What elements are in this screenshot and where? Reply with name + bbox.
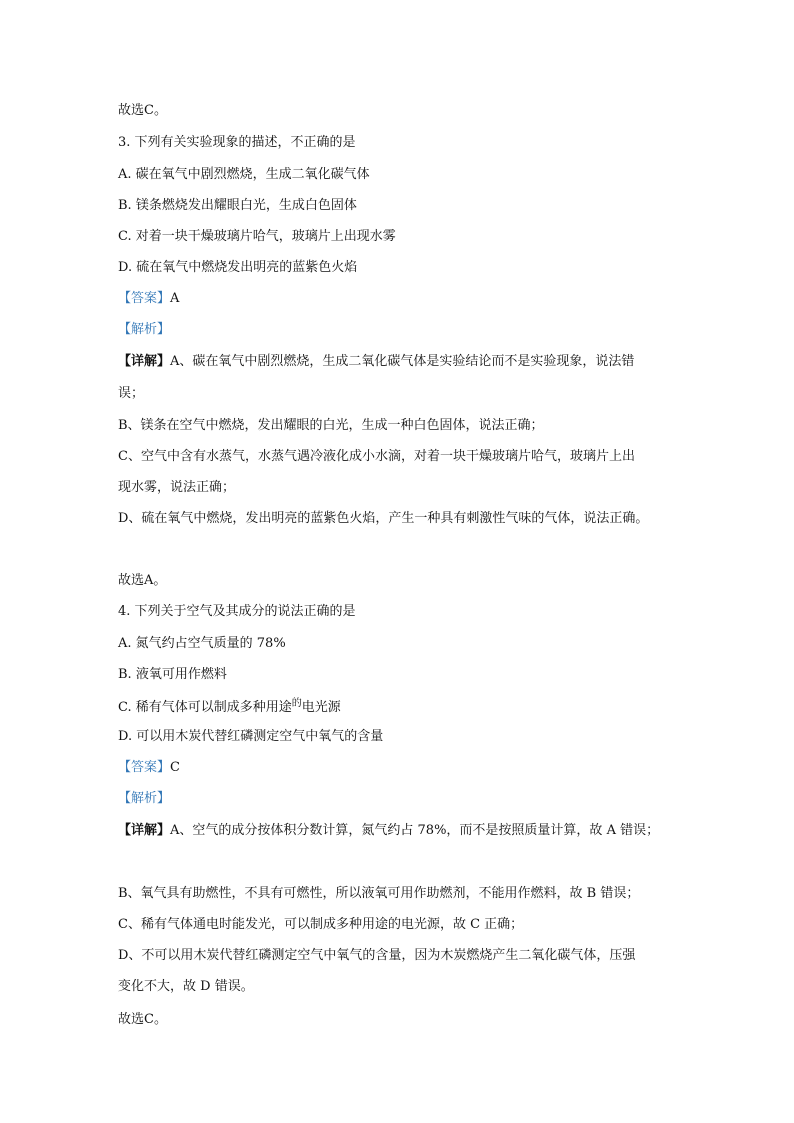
q4-option-a: A. 氮气约占空气质量的 78%: [118, 636, 286, 651]
q4-analysis-heading: [118, 791, 170, 807]
q2-conclusion: 故选C。: [118, 103, 167, 118]
q4-option-b: B. 液氧可用作燃料: [118, 667, 227, 682]
q3-option-c: C. 对着一块干燥玻璃片哈气，玻璃片上出现水雾: [118, 229, 396, 244]
q3-detail-line-4: C、空气中含有水蒸气，水蒸气遇冷液化成小水滴，对着一块干燥玻璃片哈气，玻璃片上出: [118, 449, 635, 464]
answer-value: C: [170, 760, 180, 775]
q4-conclusion: 故选C。: [118, 1012, 167, 1027]
q4-option-d: D. 可以用木炭代替红磷测定空气中氧气的含量: [118, 729, 384, 744]
q4-stem: 4. 下列关于空气及其成分的说法正确的是: [118, 604, 356, 619]
answer-tag: 【答案】: [118, 291, 171, 306]
analysis-tag: 【解析】: [118, 322, 171, 337]
detail-tag: 【详解】: [118, 354, 171, 369]
answer-tag: 【答案】: [118, 760, 171, 775]
q4-detail-line-2: B、氧气具有助燃性，不具有可燃性，所以液氧可用作助燃剂，不能用作燃料，故 B 错误；: [118, 886, 640, 901]
q3-detail-line-3: B、镁条在空气中燃烧，发出耀眼的白光，生成一种白色固体，说法正确；: [118, 418, 544, 433]
q4-option-c-text: C. 稀有气体可以制成多种用途: [118, 700, 292, 715]
q3-answer: [118, 291, 179, 307]
q3-option-d: D. 硫在氧气中燃烧发出明亮的蓝紫色火焰: [118, 260, 358, 275]
detail-text: A、碳在氧气中剧烈燃烧，生成二氧化碳气体是实验结论而不是实验现象，说法错: [170, 354, 635, 369]
detail-tag: 【详解】: [118, 823, 171, 838]
q4-detail-line-1: [118, 823, 659, 839]
q4-option-c-tail: 电光源: [301, 700, 341, 715]
q3-option-b: B. 镁条燃烧发出耀眼白光，生成白色固体: [118, 198, 357, 213]
q4-answer: [118, 760, 180, 776]
q3-detail-line-1: [118, 354, 634, 370]
q4-detail-line-4: D、不可以用木炭代替红磷测定空气中氧气的含量，因为木炭燃烧产生二氧化碳气体，压强: [118, 948, 636, 963]
q3-conclusion: 故选A。: [118, 573, 167, 588]
q3-option-a: A. 碳在氧气中剧烈燃烧，生成二氧化碳气体: [118, 167, 370, 182]
q4-detail-line-3: C、稀有气体通电时能发光，可以制成多种用途的电光源，故 C 正确；: [118, 917, 524, 932]
answer-value: A: [170, 291, 180, 306]
q3-stem: 3. 下列有关实验现象的描述，不正确的是: [118, 135, 356, 150]
q4-option-c-sup: 的: [291, 698, 302, 709]
q3-detail-line-5: 现水雾，说法正确；: [118, 480, 236, 495]
q3-detail-line-2: 误；: [118, 386, 145, 401]
q4-detail-line-5: 变化不大，故 D 错误。: [118, 979, 254, 994]
detail-text: A、空气的成分按体积分数计算，氮气约占 78%，而不是按照质量计算，故 A 错误；: [170, 823, 660, 838]
q3-analysis-heading: [118, 322, 170, 338]
q3-detail-line-6: D、硫在氧气中燃烧，发出明亮的蓝紫色火焰，产生一种具有刺激性气味的气体，说法正确。: [118, 511, 649, 526]
q4-option-c: [118, 700, 341, 717]
analysis-tag: 【解析】: [118, 791, 171, 806]
